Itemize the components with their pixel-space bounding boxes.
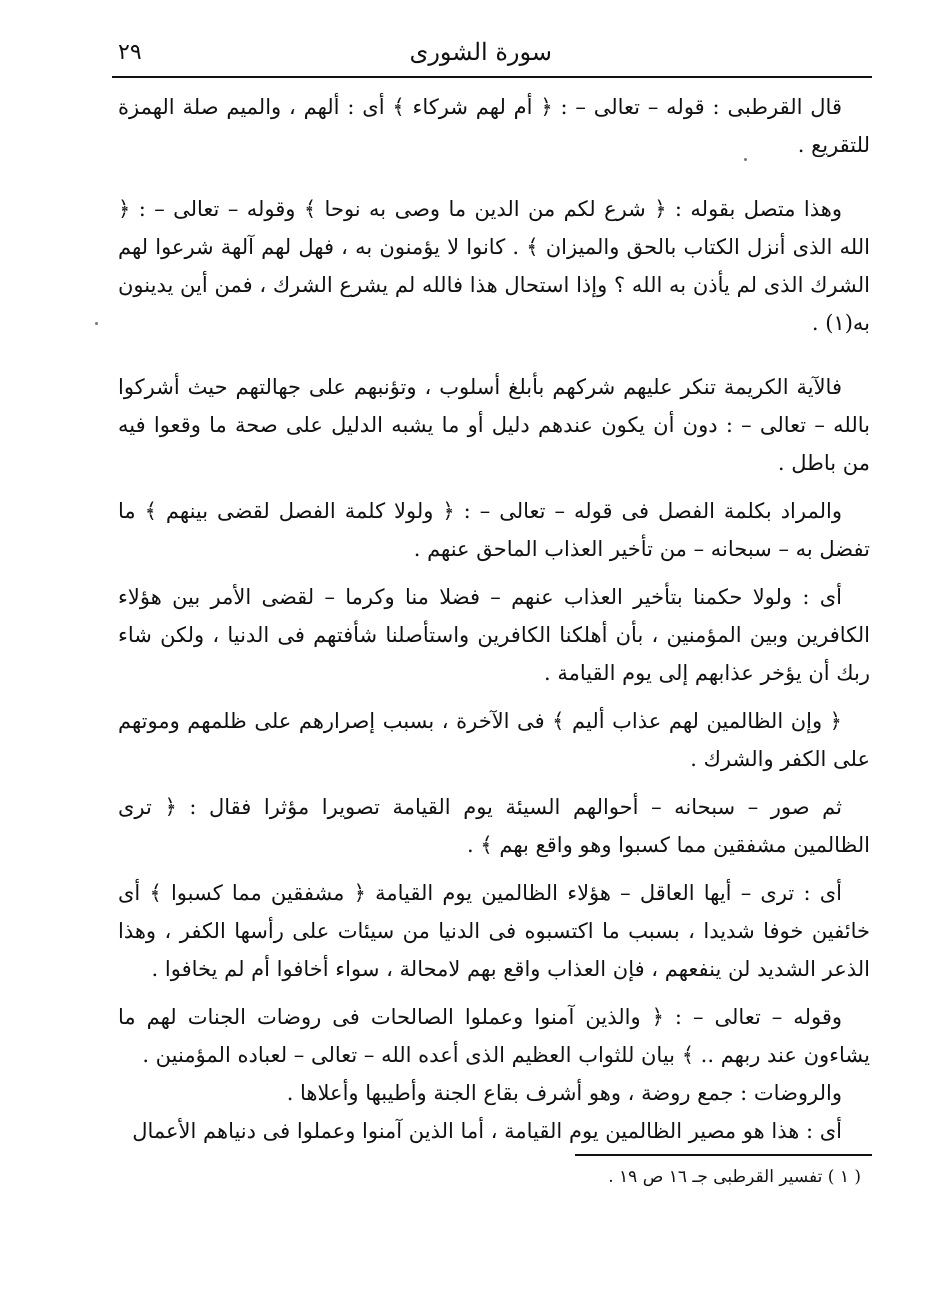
paragraph: وقوله – تعالى – : ﴿ والذين آمنوا وعملوا الصالحات فى روضات الجنات لهم ما يشاءون عند ربهم .. ﴾ بيان للثواب العظيم الذى أعده الله – تعالى – لعباده المؤمنين . <box>118 1005 870 1067</box>
paragraph: قال القرطبى : قوله – تعالى – : ﴿ أم لهم شركاء ﴾ أى : ألهم ، والميم صلة الهمزة للتقريع . <box>118 95 870 157</box>
body-text <box>118 88 870 1150</box>
scan-speck <box>744 158 747 161</box>
paragraph: أى : ترى – أيها العاقل – هؤلاء الظالمين يوم القيامة ﴿ مشفقين مما كسبوا ﴾ أى خائفين خوفا شديدا ، بسبب ما اكتسبوه فى الدنيا من سيئات على رأسها الكفر ، وهذا الذعر الشديد لن ينفعهم ، فإن العذاب واقع بهم لامحالة ، سواء أخافوا أم لم يخافوا . <box>118 881 870 981</box>
paragraph: أى : هذا هو مصير الظالمين يوم القيامة ، أما الذين آمنوا وعملوا فى دنياهم الأعمال <box>132 1119 842 1143</box>
footnote: ( ١ ) تفسير القرطبى جـ ١٦ ص ١٩ . <box>608 1167 861 1187</box>
header-rule <box>112 76 872 78</box>
surah-title: سورة الشورى <box>409 38 552 66</box>
page-header <box>112 28 872 74</box>
scan-speck <box>95 322 98 325</box>
paragraph: والمراد بكلمة الفصل فى قوله – تعالى – : ﴿ ولولا كلمة الفصل لقضى بينهم ﴾ ما تفضل به – سبحانه – من تأخير العذاب الماحق عنهم . <box>118 499 870 561</box>
paragraph: وهذا متصل بقوله : ﴿ شرع لكم من الدين ما وصى به نوحا ﴾ وقوله – تعالى – : ﴿ الله الذى أنزل الكتاب بالحق والميزان ﴾ . كانوا لا يؤمنون به ، فهل لهم آلهة شرعوا لهم الشرك الذى لم يأذن به الله ؟ وإذا استحال هذا فالله لم يشرع الشرك ، فمن أين يدينون به(١) . <box>118 197 870 335</box>
paragraph: أى : ولولا حكمنا بتأخير العذاب عنهم – فضلا منا وكرما – لقضى الأمر بين هؤلاء الكافرين وبين المؤمنين ، بأن أهلكنا الكافرين واستأصلنا شأفتهم فى الدنيا ، ولكن شاء ربك أن يؤخر عذابهم إلى يوم القيامة . <box>118 585 870 685</box>
page-number: ٢٩ <box>118 40 142 65</box>
paragraph: والروضات : جمع روضة ، وهو أشرف بقاع الجنة وأطيبها وأعلاها . <box>286 1081 842 1105</box>
paragraph: ثم صور – سبحانه – أحوالهم السيئة يوم القيامة تصويرا مؤثرا فقال : ﴿ ترى الظالمين مشفقين مما كسبوا وهو واقع بهم ﴾ . <box>118 795 870 857</box>
paragraph: ﴿ وإن الظالمين لهم عذاب أليم ﴾ فى الآخرة ، بسبب إصرارهم على ظلمهم وموتهم على الكفر والشرك . <box>118 709 870 771</box>
paragraph: فالآية الكريمة تنكر عليهم شركهم بأبلغ أسلوب ، وتؤنبهم على جهالتهم حيث أشركوا بالله – تعالى – : دون أن يكون عندهم دليل أو ما يشبه الدليل على صحة ما وقعوا فيه من باطل . <box>118 375 870 475</box>
footnote-rule <box>575 1154 872 1156</box>
